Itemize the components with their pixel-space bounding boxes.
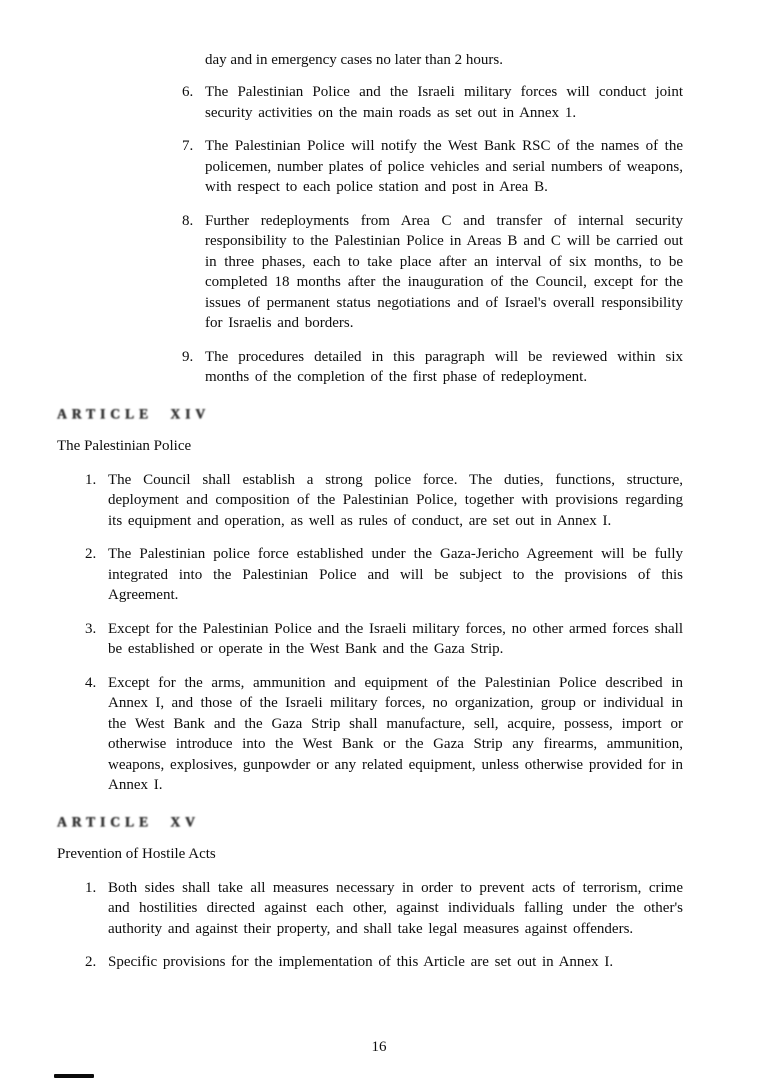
list-item (85, 673, 683, 796)
list-item (85, 878, 683, 940)
item-text: The Palestinian police force established under the Gaza-Jericho Agreement will be fully integrated into the Palestinian Police and will be subject to the provisions of this Agreement. (108, 546, 683, 603)
list-item (182, 82, 683, 123)
list-item (182, 211, 683, 334)
article-xv-heading: ARTICLE XV (57, 812, 200, 830)
item-number: 2. (85, 954, 97, 970)
article-xiv-heading: ARTICLE XIV (57, 404, 211, 422)
hostile-acts-list (85, 878, 683, 973)
item-number: 4. (85, 674, 97, 691)
item-number: 9. (182, 348, 194, 365)
item-text: The Palestinian Police will notify the West Bank RSC of the names of the policemen, number plates of police vehicles and serial numbers of weapons, with respect to each police station and post in Area B. (205, 138, 683, 195)
item-text: Further redeployments from Area C and transfer of internal security responsibility to the Palestinian Police in Areas B and C will be carried out in three phases, each to take place after an interval of six months, to be completed 18 months after the inauguration of the Council, except for the issues of permanent status negotiations and of Israel's overall responsibility for Israelis and borders. (205, 212, 683, 331)
scan-artifact (54, 1074, 94, 1078)
item-number: 7. (182, 138, 194, 154)
item-number: 6. (182, 84, 194, 100)
item-number: 1. (85, 879, 97, 896)
item-number: 2. (85, 546, 97, 562)
article-xv-title: Prevention of Hostile Acts (57, 845, 216, 862)
item-text: Both sides shall take all measures necessary in order to prevent acts of terrorism, crime and hostilities directed against each other, against individuals falling under the other's authority and against their property, and shall take legal measures against offenders. (108, 879, 683, 937)
list-item (85, 619, 683, 660)
list-item (85, 544, 683, 606)
palestinian-police-list (85, 470, 683, 796)
item-text: Except for the Palestinian Police and the Israeli military forces, no other armed forces shall be established or operate in the West Bank and the Gaza Strip. (108, 620, 683, 657)
list-item (182, 136, 683, 198)
article-xiv-title: The Palestinian Police (57, 437, 192, 454)
list-item (85, 952, 683, 973)
item-number: 8. (182, 212, 194, 229)
item-text: Specific provisions for the implementation of this Article are set out in Annex I. (108, 954, 614, 970)
item-text: The procedures detailed in this paragraph will be reviewed within six months of the completion of the first phase of redeployment. (205, 348, 683, 385)
item-text: The Council shall establish a strong police force. The duties, functions, structure, deployment and composition of the Palestinian Police, together with provisions regarding its equipment and operation, as well as rules of conduct, are set out in Annex I. (108, 471, 683, 529)
item-text: Except for the arms, ammunition and equipment of the Palestinian Police described in Annex I, and those of the Israeli military forces, no organization, group or individual in the West Bank and the Gaza Strip shall manufacture, sell, acquire, possess, import or otherwise introduce into the West Bank or the Gaza Strip any firearms, ammunition, weapons, explosives, gunpowder or any related equipment, unless otherwise provided for in Annex I. (108, 674, 683, 793)
list-item (85, 470, 683, 532)
item-number: 1. (85, 471, 97, 488)
item-text: The Palestinian Police and the Israeli military forces will conduct joint security activities on the main roads as set out in Annex 1. (205, 84, 683, 121)
page-number: 16 (371, 1039, 387, 1055)
paragraph-continuation-text: day and in emergency cases no later than 2 hours. (205, 52, 503, 68)
list-item (182, 347, 683, 388)
security-redeployment-list (182, 82, 683, 388)
item-number: 3. (85, 620, 97, 637)
